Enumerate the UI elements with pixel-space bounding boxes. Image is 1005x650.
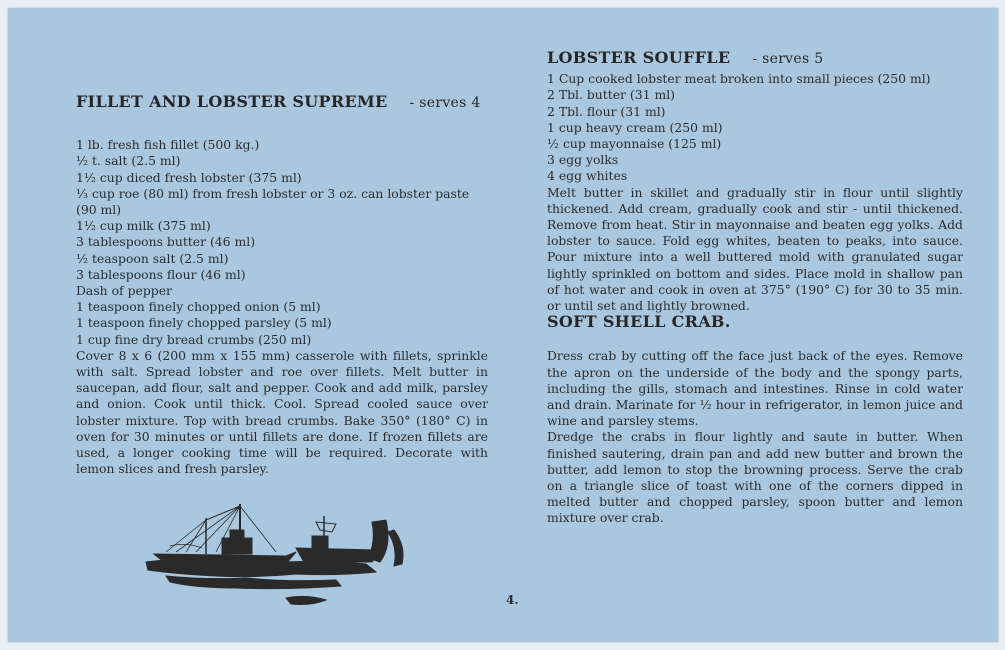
fillet-lobster-directions: Cover 8 x 6 (200 mm x 155 mm) casserole with fillets, sprinkle with salt. Spread lobster and roe over fillets. Melt butter in saucepan, add flour, salt and pepper. Cook and add milk, parsley and onion. Cook until thick. Cool. Spread cooled sauce over lobster mixture. Top with bread crumbs. Bake 350° (180° C) in oven for 30 minutes or until fillets are done. If frozen fillets are used, a longer cooking time will be required. Decorate with lemon slices and fresh parsley. (76, 347, 488, 477)
fillet-lobster-title (76, 94, 488, 111)
fishing-boats-drawing (136, 502, 408, 612)
ingredient-item: 1 lb. fresh fish fillet (500 kg.) (76, 137, 260, 153)
fillet-lobster-title-text: FILLET AND LOBSTER SUPREME (76, 92, 388, 111)
ingredient-item: 3 tablespoons butter (46 ml) (76, 234, 256, 250)
ingredient-item: 1 teaspoon finely chopped parsley (5 ml) (76, 315, 332, 331)
ingredient-item: 1 teaspoon finely chopped onion (5 ml) (76, 299, 321, 315)
left-column (76, 94, 488, 477)
ingredient-item: Dash of pepper (76, 283, 172, 299)
lobster-souffle-directions: Melt butter in skillet and gradually stir in flour until slightly thickened. Add cream, gradually cook and stir - until thickened. Remove from heat. Stir in mayonnaise and beaten egg yolks. Add lobster to sauce. Fold egg whites, beaten to peaks, into sauce. Pour mixture into a well buttered mold with granulated sugar lightly sprinkled on bottom and sides. Place mold in shallow pan of hot water and cook in oven at 375° (190° C) for 30 to 35 min. or until set and lightly browned. (547, 184, 963, 314)
recipe-page (8, 8, 998, 642)
soft-shell-crab-title-text: SOFT SHELL CRAB. (547, 312, 731, 332)
lobster-souffle-title-text: LOBSTER SOUFFLE (547, 48, 731, 67)
page-number: 4. (506, 593, 519, 607)
ingredient-item: 2 Tbl. flour (31 ml) (547, 103, 666, 119)
ingredient-item: 1 cup heavy cream (250 ml) (547, 119, 723, 135)
soft-shell-crab-paragraph-1: Dress crab by cutting off the face just back of the eyes. Remove the apron on the underside of the body and the spongy parts, including the gills, stomach and intestines. Rinse in cold water and drain. Marinate for ½ hour in refrigerator, in lemon juice and wine and parsley stems. (547, 348, 963, 429)
lobster-souffle-ingredients (547, 71, 963, 184)
ingredient-item: ½ t. salt (2.5 ml) (76, 153, 181, 169)
fillet-lobster-ingredients (76, 137, 488, 348)
soft-shell-crab-paragraph-2: Dredge the crabs in flour lightly and saute in butter. When finished sautering, drain pan and add new butter and brown the butter, add lemon to stop the browning process. Serve the crab on a triangle slice of toast with one of the corners dipped in melted butter and chopped parsley, spoon butter and lemon mixture over crab. (547, 429, 963, 526)
ingredient-item: 2 Tbl. butter (31 ml) (547, 87, 676, 103)
ingredient-item: ½ teaspoon salt (2.5 ml) (76, 250, 229, 266)
ingredient-item: 4 egg whites (547, 168, 628, 184)
soft-shell-crab-title (547, 314, 963, 330)
fillet-lobster-serves: - serves 4 (409, 95, 481, 111)
ingredient-item: 1 cup fine dry bread crumbs (250 ml) (76, 331, 312, 347)
lobster-souffle-title (547, 50, 963, 67)
ingredient-item: 1½ cup diced fresh lobster (375 ml) (76, 169, 302, 185)
ingredient-item: ½ cup mayonnaise (125 ml) (547, 136, 722, 152)
ingredient-item: 3 egg yolks (547, 152, 619, 168)
right-column (547, 50, 963, 527)
ingredient-item: 1½ cup milk (375 ml) (76, 218, 211, 234)
ingredient-item: ⅓ cup roe (80 ml) from fresh lobster or 3 oz. can lobster paste (90 ml) (76, 185, 470, 218)
ingredient-item: 1 Cup cooked lobster meat broken into small pieces (250 ml) (547, 71, 931, 87)
ingredient-item: 3 tablespoons flour (46 ml) (76, 266, 246, 282)
lobster-souffle-serves: - serves 5 (752, 51, 824, 67)
